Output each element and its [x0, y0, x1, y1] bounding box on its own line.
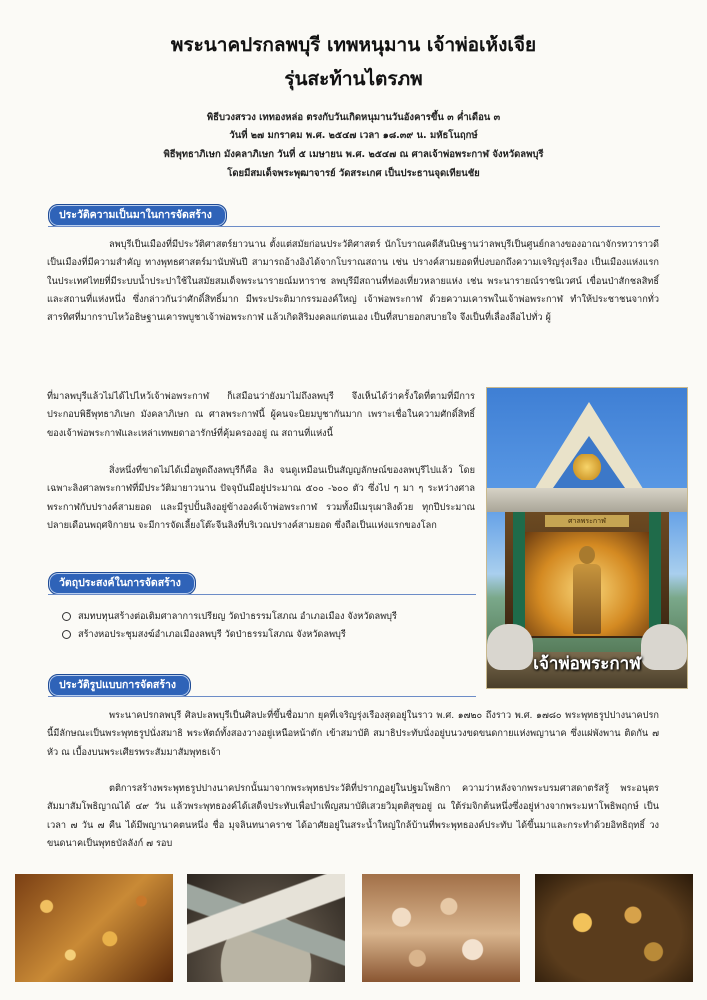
circle-bullet-icon [62, 630, 71, 639]
photo-gold-flakes [15, 874, 173, 982]
ceremony-line-3: พิธีพุทธาภิเษก มังคลาภิเษก วันที่ ๕ เมษายน พ.ศ. ๒๕๔๗ ณ ศาลเจ้าพ่อพระกาฬ จังหวัดลพบุรี [163, 149, 544, 160]
design-paragraph-1: พระนาคปรกลพบุรี ศิลปะลพบุรีเป็นศิลปะที่ขึ้นชื่อมาก ยุคที่เจริญรุ่งเรืองสุดอยู่ในราว พ.ศ. ๑๗๒๐ ถึงราว พ.ศ. ๑๗๘๐ พระพุทธรูปปางนาคปรกนี้มีลักษณะเป็นพระพุทธรูปนั่งสมาธิ พระหัตถ์ทั้งสองวางอยู่เหนือหน้าตัก เข้าสมาบัติ สมาธิประทับนั่งอยู่บนวงขดขนดกายแห่งพญานาค ซึ่งแผ่พังพาน ติดกัน ๗ หัว ณ เบื้องบนพระเศียรพระสัมมาสัมพุทธเจ้า [47, 710, 659, 758]
section-divider [48, 226, 660, 227]
photo-amulet-materials [535, 874, 693, 982]
section-divider [48, 594, 476, 595]
shrine-sign: ศาลพระกาฬ [545, 515, 629, 527]
shrine-eave [487, 488, 687, 512]
section-heading-history: ประวัติความเป็นมาในการจัดสร้าง [48, 204, 227, 227]
ceremony-line-4: โดยมีสมเด็จพระพุฒาจารย์ วัดสระเกศ เป็นประธานจุดเทียนชัย [227, 168, 480, 179]
section-heading-objectives: วัตถุประสงค์ในการจัดสร้าง [48, 572, 196, 595]
list-item: สร้างหอประชุมสงฆ์อำเภอเมืองลพบุรี วัดป่าธรรมโสภณ จังหวัดลพบุรี [62, 626, 397, 644]
shrine-caption: เจ้าพ่อพระกาฬ [533, 654, 641, 674]
list-item: สมทบทุนสร้างต่อเติมศาลาการเปรียญ วัดป่าธรรมโสภณ อำเภอเมือง จังหวัดลพบุรี [62, 608, 397, 626]
ceremony-line-2: วันที่ ๒๗ มกราคม พ.ศ. ๒๕๔๗ เวลา ๑๘.๓๙ น. มหัธโนฤกษ์ [229, 130, 478, 141]
history-paragraph-3: สิ่งหนึ่งที่ขาดไม่ได้เมื่อพูดถึงลพบุรีก็คือ ลิง จนดูเหมือนเป็นสัญญลักษณ์ของลพบุรีไปแล้ว โดยเฉพาะลิงศาลพระกาฬที่มีประวัติมายาวนาน ปัจจุบันมีอยู่ประมาณ ๕๐๐ -๖๐๐ ตัว ซึ่งไป ๆ มา ๆ ระหว่างศาลพระกาฬกับปรางค์สามยอด และมีรูปปั้นลิงอยู่ข้างองค์เจ้าพ่อพระกาฬ รวมทั้งมีเมรุเผาลิงด้วย ทุกปีประมาณปลายเดือนพฤศจิกายน จะมีการจัดเลี้ยงโต๊ะจีนลิงที่บริเวณปรางค์สามยอด ซึ่งถือเป็นแห่งแรกของโลก [47, 465, 475, 531]
photo-fragments [362, 874, 520, 982]
ceremony-line-1: พิธีบวงสรวง เททองหล่อ ตรงกับวันเกิดหนุมานวันอังคารขึ้น ๓ ค่ำเดือน ๓ [206, 112, 501, 123]
shrine-photo [486, 387, 688, 689]
page-title: พระนาคปรกลพบุรี เทพหนุมาน เจ้าพ่อเห้งเจีย [170, 34, 537, 56]
circle-bullet-icon [62, 612, 71, 621]
objectives-list [62, 608, 397, 644]
shrine-ornament [572, 454, 602, 480]
section-heading-design-history: ประวัติรูปแบบการจัดสร้าง [48, 674, 191, 697]
history-paragraph-1: ลพบุรีเป็นเมืองที่มีประวัติศาสตร์ยาวนาน ตั้งแต่สมัยก่อนประวัติศาสตร์ นักโบราณคดีสันนิษฐานว่าลพบุรีเป็นศูนย์กลางของอาณาจักรทวาราวดี เป็นเมืองที่มีความสำคัญ ทางพุทธศาสตร์มานับพันปี สามารถอ้างอิงได้จากโบราณสถาน เช่น ปรางค์สามยอดที่บ่งบอกถึงความเจริญรุ่งเรือง เป็นเมืองแห่งแรกในประเทศไทยที่มีระบบน้ำประปาใช้ในสมัยสมเด็จพระนารายณ์มหาราช ลพบุรีมีสถานที่ท่องเที่ยวหลายแห่ง เช่น พระนารายณ์ราชนิเวศน์ เขื่อนป่าสักชลสิทธิ์ และสถานที่แห่งหนึ่ง ซึ่งกล่าวกันว่าศักดิ์สิทธิ์มาก มีพระประติมากรรมองค์ใหญ่ เจ้าพ่อพระกาฬ ด้วยความเคารพในเจ้าพ่อพระกาฬ ทำให้ประชาชนจากทั่วสารทิศที่มากราบไหว้อธิษฐานเคารพบูชาเจ้าพ่อพระกาฬ แล้วเกิดสิริมงคลแก่ตนเอง เป็นที่สบายอกสบายใจ จึงเป็นที่เลื่องลือไปทั่ว ผู้ [47, 239, 659, 324]
design-paragraph-2: ตติการสร้างพระพุทธรูปปางนาคปรกนั้นมาจากพระพุทธประวัติที่ปรากฏอยู่ในปฐมโพธิกา ความว่าหลังจากพระบรมศาสดาตรัสรู้ พระอนุตรสัมมาสัมโพธิญาณได้ ๔๙ วัน แล้วพระพุทธองค์ได้เสด็จประทับเพื่อบำเพ็ญสมาบัติเสวยวิมุตติสุขอยู่ ณ ใต้ร่มจิกต้นหนึ่งซึ่งอยู่ห่างจากพระมหาโพธิพฤกษ์ เป็นเวลา ๗ วัน ๗ คืน ได้มีพญานาคตนหนึ่ง ชื่อ มุจลินทนาคราช ได้อาศัยอยู่ในสระน้ำใหญ่ใกล้บ้านที่พระพุทธองค์ประทับ ได้ขึ้นมาและกระทำด้วยอิทธิฤทธิ์ วงขนดนาคเป็นพุทธบัลลังก์ ๗ รอบ [47, 783, 659, 849]
statue-head [579, 546, 595, 564]
photo-materials [187, 874, 345, 982]
section-divider [48, 696, 476, 697]
page-subtitle-title: รุ่นสะท้านไตรภพ [284, 68, 423, 90]
statue-body [573, 564, 601, 634]
history-paragraph-2: ที่มาลพบุรีแล้วไม่ได้ไปไหว้เจ้าพ่อพระกาฬ ก็เสมือนว่ายังมาไม่ถึงลพบุรี จึงเห็นได้ว่าครั้งใดที่ตามที่มีการประกอบพิธีพุทธาภิเษก มังคลาภิเษก ณ ศาลพระกาฬนี้ ผู้คนจะนิยมบูชากันมาก เพราะเชื่อในความศักดิ์สิทธิ์ของเจ้าพ่อพระกาฬและเหล่าเทพยดาอารักษ์ที่คุ้มครองอยู่ ณ สถานที่แห่งนี้ [47, 391, 475, 439]
